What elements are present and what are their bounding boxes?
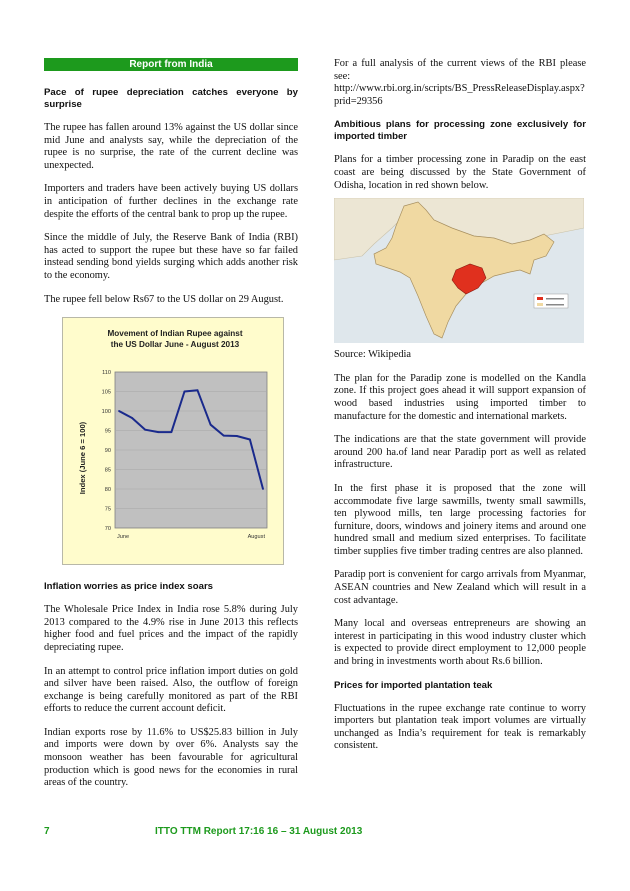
rupee-paragraph-1: The rupee has fallen around 13% against the US dollar since mid June and analysts say, while the depreciation of the rupee is no surprise, the rate of the current decline was unexpected.: [44, 122, 298, 171]
timber-zone-paragraph-2: The plan for the Paradip zone is modelled on the Kandla zone. If this project goes ahead it will support expansion of wood based industries using imported timber to manufacture for the domestic and international markets.: [334, 372, 586, 422]
chart-title-line-1: Movement of Indian Rupee against: [107, 329, 243, 339]
chart-data-point: [118, 410, 120, 412]
chart-y-tick-label: 105: [101, 389, 111, 396]
india-map-svg: [334, 198, 584, 343]
chart-x-tick-label: August: [247, 534, 265, 541]
inflation-paragraph-2: In an attempt to control price inflation import duties on gold and silver have been raised. Also, the outflow of foreign exchange is being carefully monitored as part of the RBI efforts to reduce the current account deficit.: [44, 665, 298, 715]
inflation-paragraph-1: The Wholesale Price Index in India rose 5.8% during July 2013 compared to the 4.9% rise in June 2013 this reflects higher food and fuel prices and the impact of the rapidly depreciating rupee.: [44, 604, 298, 653]
chart-data-point: [210, 424, 212, 426]
rbi-paragraph: For a full analysis of the current views of the RBI please see:: [334, 58, 586, 82]
chart-y-tick-label: 110: [102, 370, 111, 377]
chart-data-point: [144, 429, 146, 431]
chart-data-point: [184, 391, 186, 393]
chart-data-point: [249, 439, 251, 441]
right-column: [334, 58, 586, 753]
teak-prices-paragraph: Fluctuations in the rupee exchange rate continue to worry importers but plantation teak import volumes are virtually unchanged as India’s requirement for teak is remarkably consistent.: [334, 702, 586, 752]
chart-data-point: [131, 417, 133, 419]
chart-data-point: [157, 431, 159, 433]
rbi-link[interactable]: http://www.rbi.org.in/scripts/BS_PressReleaseDisplay.aspx?prid=29356: [334, 83, 585, 107]
timber-zone-paragraph-3: The indications are that the state government will provide around 200 ha.of land near Paradip port as well as related infrastructure.: [334, 434, 586, 471]
map-legend-line-2: [546, 304, 564, 306]
timber-zone-paragraph-6: Many local and overseas entrepreneurs are showing an interest in participating in this wood industry cluster which is expected to provide direct employment to 12,000 people and bring in investments worth about Rs.6 billion.: [334, 618, 586, 668]
chart-y-tick-label: 85: [104, 467, 111, 474]
chart-title-line-2: the US Dollar June - August 2013: [110, 340, 240, 350]
chart-y-tick-label: 80: [104, 487, 111, 494]
chart-y-tick-label: 100: [101, 409, 111, 416]
footer-page-number: 7: [44, 826, 50, 837]
timber-zone-paragraph-5: Paradip port is convenient for cargo arrivals from Myanmar, ASEAN countries and New Zealand which will result in a cost advantage.: [334, 569, 586, 606]
left-column: [44, 58, 298, 790]
section-banner: Report from India: [44, 58, 298, 71]
rupee-chart: [62, 317, 284, 565]
chart-data-point: [262, 488, 264, 490]
timber-zone-paragraph-1: Plans for a timber processing zone in Paradip on the east coast are being discussed by the State Government of Odisha, location in red shown below.: [334, 154, 586, 191]
inflation-heading: Inflation worries as price index soars: [44, 581, 214, 593]
chart-data-point: [170, 431, 172, 433]
chart-y-tick-label: 75: [104, 506, 111, 513]
chart-x-tick-label: June: [117, 534, 130, 541]
chart-data-point: [236, 435, 238, 437]
map-legend-swatch-2: [537, 303, 543, 306]
timber-zone-heading: Ambitious plans for processing zone exclusively for imported timber: [334, 119, 586, 143]
chart-data-point: [197, 390, 199, 392]
chart-y-axis-label: Index (June 6 = 100): [78, 421, 87, 495]
chart-y-tick-label: 95: [104, 428, 111, 435]
map-legend-swatch: [537, 297, 543, 300]
teak-prices-heading: Prices for imported plantation teak: [334, 679, 493, 691]
chart-y-tick-label: 90: [104, 448, 111, 455]
india-map: [334, 198, 584, 343]
chart-data-point: [223, 435, 225, 437]
rupee-heading: Pace of rupee depreciation catches everyone by surprise: [44, 87, 298, 110]
rupee-paragraph-2: Importers and traders have been actively buying US dollars in anticipation of further declines in the exchange rate despite the efforts of the central bank to prop up the rupee.: [44, 183, 298, 220]
chart-y-tick-label: 70: [104, 526, 111, 533]
map-source-caption: Source: Wikipedia: [334, 349, 412, 361]
map-legend-line-1: [546, 298, 564, 300]
rupee-paragraph-4: The rupee fell below Rs67 to the US dollar on 29 August.: [44, 293, 284, 305]
inflation-paragraph-3: Indian exports rose by 11.6% to US$25.83 billion in July and imports were down by over 6%. Analysts say the monsoon weather has been favourable for agricultural production which is good news for the economies in rural areas of the country.: [44, 726, 298, 789]
rupee-chart-svg: [63, 318, 283, 564]
footer-report-title: ITTO TTM Report 17:16 16 – 31 August 2013: [155, 826, 363, 837]
timber-zone-paragraph-4: In the first phase it is proposed that the zone will accommodate five large sawmills, twenty small sawmills, ten plywood mills, ten large processing factories for furniture, doors, windows and joinery items and around one hundred small and medium sized enterprises. To facilitate timber supplies five timber trading centres are also planned.: [334, 482, 586, 557]
rupee-paragraph-3: Since the middle of July, the Reserve Bank of India (RBI) has acted to support the rupee but these have so far failed instead sending bond yields surging which adds another risk to the economy.: [44, 232, 298, 281]
